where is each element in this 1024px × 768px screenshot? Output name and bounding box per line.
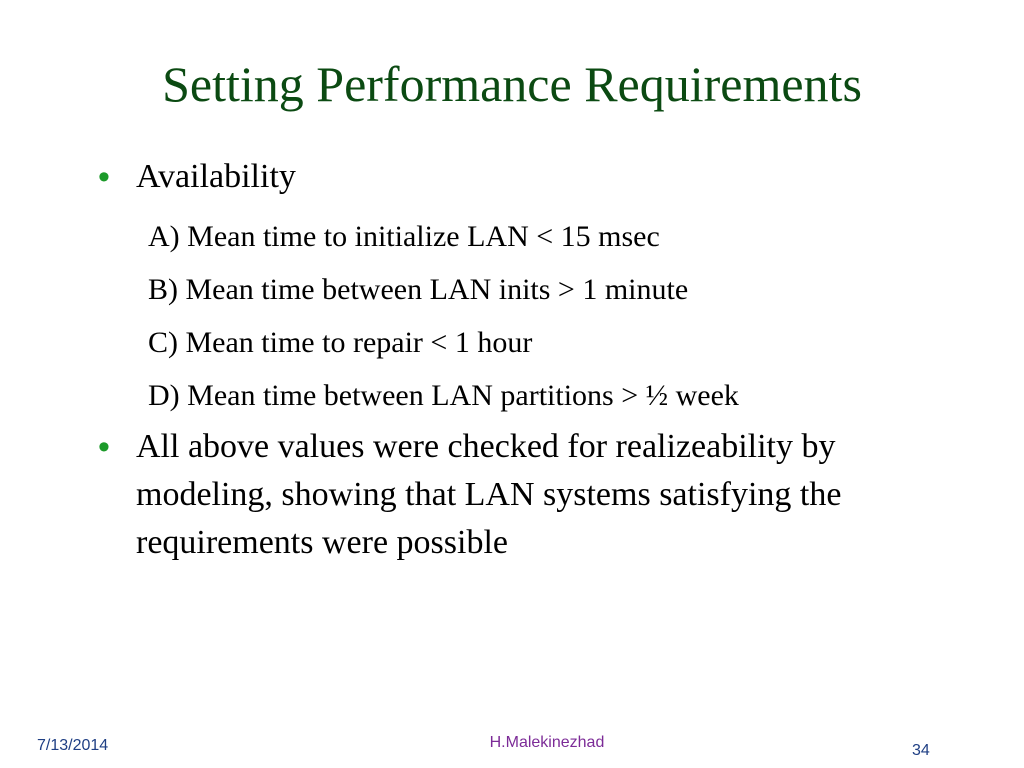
bullet-dot-icon: • — [98, 428, 110, 466]
bullet-item-availability — [98, 153, 978, 203]
sub-item-c: C) Mean time to repair < 1 hour — [148, 326, 533, 359]
slide-title: Setting Performance Requirements — [162, 56, 862, 112]
bullet-dot-icon: • — [98, 158, 110, 196]
sub-item-b: B) Mean time between LAN inits > 1 minute — [148, 273, 689, 306]
footer-author: H.Malekinezhad — [489, 734, 605, 751]
availability-sub-list — [148, 210, 948, 422]
sub-item-d: D) Mean time between LAN partitions > ½ week — [148, 379, 739, 412]
page-number: 34 — [912, 742, 930, 759]
sub-item-a: A) Mean time to initialize LAN < 15 msec — [148, 220, 660, 253]
bullet-item-realizeability — [98, 423, 978, 573]
footer-date: 7/13/2014 — [37, 737, 109, 754]
bullet-text: Availability — [136, 158, 296, 195]
bullet-text: All above values were checked for realizeability by modeling, showing that LAN systems satisfying the requirements were possible — [136, 428, 842, 561]
